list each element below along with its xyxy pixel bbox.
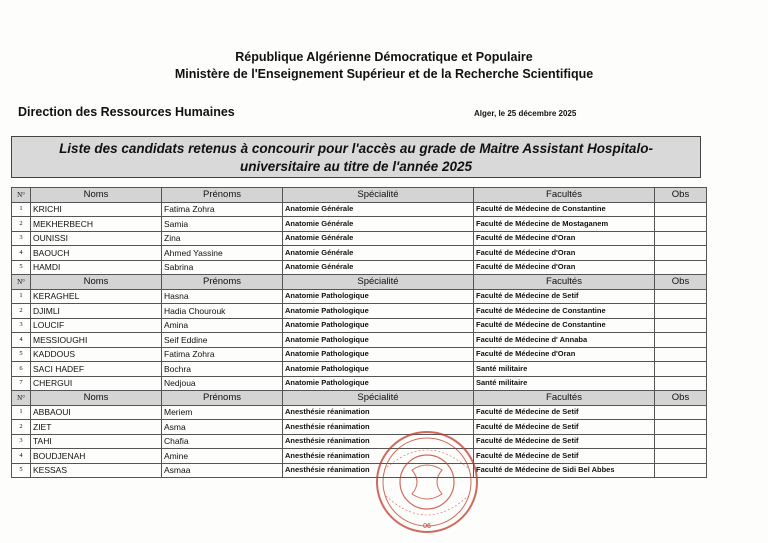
- col-number-cell: 3: [12, 434, 31, 449]
- col-facultes-cell: Faculté de Médecine d'Oran: [474, 246, 655, 261]
- col-prenoms-cell: Fatima Zohra: [162, 202, 283, 217]
- col-specialite-cell: Anesthésie réanimation: [283, 463, 474, 478]
- col-number-cell: 4: [12, 449, 31, 464]
- col-facultes-cell: Faculté de Médecine d'Oran: [474, 347, 655, 362]
- col-noms-cell: ABBAOUI: [31, 405, 162, 420]
- col-obs-cell: [655, 260, 707, 275]
- col-obs-cell: [655, 347, 707, 362]
- col-obs-cell: [655, 376, 707, 391]
- col-facultes-header: Facultés: [474, 391, 655, 406]
- col-number-cell: 3: [12, 231, 31, 246]
- table-row: [12, 405, 707, 420]
- col-noms-header: Noms: [31, 188, 162, 203]
- col-obs-cell: [655, 449, 707, 464]
- col-facultes-cell: Faculté de Médecine de Setif: [474, 449, 655, 464]
- col-specialite-cell: Anatomie Pathologique: [283, 333, 474, 348]
- col-noms-cell: MEKHERBECH: [31, 217, 162, 232]
- col-facultes-cell: Faculté de Médecine de Setif: [474, 289, 655, 304]
- col-facultes-cell: Santé militaire: [474, 362, 655, 377]
- col-prenoms-cell: Sabrina: [162, 260, 283, 275]
- col-specialite-cell: Anatomie Générale: [283, 260, 474, 275]
- col-number-cell: 1: [12, 289, 31, 304]
- table-header-row: [12, 188, 707, 203]
- candidates-table: [11, 187, 707, 478]
- col-noms-cell: KERAGHEL: [31, 289, 162, 304]
- col-prenoms-cell: Bochra: [162, 362, 283, 377]
- col-prenoms-cell: Seif Eddine: [162, 333, 283, 348]
- col-number-cell: 4: [12, 246, 31, 261]
- col-obs-cell: [655, 434, 707, 449]
- col-obs-cell: [655, 420, 707, 435]
- col-noms-cell: OUNISSI: [31, 231, 162, 246]
- table-header-row: [12, 275, 707, 290]
- col-number-cell: 2: [12, 420, 31, 435]
- col-number-header: N°: [12, 188, 31, 203]
- col-number-cell: 2: [12, 217, 31, 232]
- col-facultes-cell: Faculté de Médecine de Constantine: [474, 318, 655, 333]
- col-noms-cell: MESSIOUGHI: [31, 333, 162, 348]
- col-specialite-cell: Anatomie Pathologique: [283, 376, 474, 391]
- col-obs-cell: [655, 463, 707, 478]
- col-specialite-cell: Anatomie Générale: [283, 231, 474, 246]
- col-prenoms-cell: Hadia Chourouk: [162, 304, 283, 319]
- col-facultes-cell: Faculté de Médecine d'Oran: [474, 231, 655, 246]
- table-row: [12, 463, 707, 478]
- header-ministry: Ministère de l'Enseignement Supérieur et de la Recherche Scientifique: [174, 67, 594, 81]
- official-stamp: [372, 430, 482, 538]
- col-obs-cell: [655, 246, 707, 261]
- col-specialite-cell: Anatomie Pathologique: [283, 362, 474, 377]
- col-noms-cell: TAHI: [31, 434, 162, 449]
- col-obs-cell: [655, 304, 707, 319]
- col-prenoms-cell: Ahmed Yassine: [162, 246, 283, 261]
- col-number-cell: 1: [12, 405, 31, 420]
- table-row: [12, 246, 707, 261]
- stamp-code: 06: [423, 523, 431, 530]
- col-number-cell: 7: [12, 376, 31, 391]
- col-facultes-cell: Faculté de Médecine de Setif: [474, 405, 655, 420]
- table-row: [12, 217, 707, 232]
- table-row: [12, 449, 707, 464]
- col-number-cell: 3: [12, 318, 31, 333]
- col-facultes-cell: Faculté de Médecine de Sidi Bel Abbes: [474, 463, 655, 478]
- col-number-header: N°: [12, 391, 31, 406]
- col-facultes-cell: Santé militaire: [474, 376, 655, 391]
- col-prenoms-header: Prénoms: [162, 188, 283, 203]
- col-noms-cell: KRICHI: [31, 202, 162, 217]
- col-noms-cell: CHERGUI: [31, 376, 162, 391]
- col-obs-header: Obs: [655, 275, 707, 290]
- col-facultes-cell: Faculté de Médecine d' Annaba: [474, 333, 655, 348]
- col-number-cell: 2: [12, 304, 31, 319]
- table-row: [12, 231, 707, 246]
- col-specialite-cell: Anatomie Générale: [283, 246, 474, 261]
- col-facultes-cell: Faculté de Médecine de Setif: [474, 420, 655, 435]
- col-prenoms-cell: Zina: [162, 231, 283, 246]
- col-specialite-cell: Anatomie Générale: [283, 217, 474, 232]
- col-obs-cell: [655, 289, 707, 304]
- col-facultes-header: Facultés: [474, 275, 655, 290]
- col-number-cell: 5: [12, 260, 31, 275]
- col-prenoms-cell: Amine: [162, 449, 283, 464]
- col-number-cell: 6: [12, 362, 31, 377]
- document-title: [11, 136, 701, 178]
- col-noms-cell: KESSAS: [31, 463, 162, 478]
- col-facultes-cell: Faculté de Médecine de Constantine: [474, 202, 655, 217]
- table-row: [12, 362, 707, 377]
- col-facultes-cell: Faculté de Médecine de Mostaganem: [474, 217, 655, 232]
- col-specialite-header: Spécialité: [283, 188, 474, 203]
- col-noms-cell: BAOUCH: [31, 246, 162, 261]
- table-header-row: [12, 391, 707, 406]
- col-prenoms-cell: Amina: [162, 318, 283, 333]
- col-specialite-cell: Anatomie Générale: [283, 202, 474, 217]
- col-number-cell: 5: [12, 463, 31, 478]
- col-obs-cell: [655, 362, 707, 377]
- table-row: [12, 260, 707, 275]
- col-specialite-header: Spécialité: [283, 391, 474, 406]
- table-row: [12, 289, 707, 304]
- col-obs-cell: [655, 333, 707, 348]
- table-row: [12, 376, 707, 391]
- col-specialite-cell: Anesthésie réanimation: [283, 449, 474, 464]
- table-row: [12, 333, 707, 348]
- title-line-1: Liste des candidats retenus à concourir pour l'accès au grade de Maitre Assistant Hospitalo-: [59, 141, 653, 156]
- col-noms-header: Noms: [31, 391, 162, 406]
- col-noms-cell: HAMDI: [31, 260, 162, 275]
- title-line-2: universitaire au titre de l'année 2025: [239, 159, 473, 174]
- col-noms-cell: ZIET: [31, 420, 162, 435]
- col-prenoms-header: Prénoms: [162, 391, 283, 406]
- col-specialite-header: Spécialité: [283, 275, 474, 290]
- col-specialite-cell: Anatomie Pathologique: [283, 347, 474, 362]
- table-row: [12, 420, 707, 435]
- col-obs-cell: [655, 405, 707, 420]
- col-prenoms-cell: Asma: [162, 420, 283, 435]
- col-obs-cell: [655, 231, 707, 246]
- table-row: [12, 347, 707, 362]
- col-prenoms-cell: Meriem: [162, 405, 283, 420]
- col-obs-header: Obs: [655, 391, 707, 406]
- col-prenoms-cell: Nedjoua: [162, 376, 283, 391]
- col-prenoms-cell: Chafia: [162, 434, 283, 449]
- col-prenoms-cell: Fatima Zohra: [162, 347, 283, 362]
- col-prenoms-cell: Samia: [162, 217, 283, 232]
- table-row: [12, 202, 707, 217]
- col-specialite-cell: Anatomie Pathologique: [283, 318, 474, 333]
- col-specialite-cell: Anesthésie réanimation: [283, 420, 474, 435]
- col-noms-header: Noms: [31, 275, 162, 290]
- col-prenoms-cell: Hasna: [162, 289, 283, 304]
- col-noms-cell: DJIMLI: [31, 304, 162, 319]
- table-row: [12, 318, 707, 333]
- col-facultes-cell: Faculté de Médecine de Setif: [474, 434, 655, 449]
- col-specialite-cell: Anatomie Pathologique: [283, 289, 474, 304]
- col-obs-header: Obs: [655, 188, 707, 203]
- col-number-header: N°: [12, 275, 31, 290]
- col-facultes-header: Facultés: [474, 188, 655, 203]
- col-noms-cell: KADDOUS: [31, 347, 162, 362]
- table-row: [12, 304, 707, 319]
- col-obs-cell: [655, 202, 707, 217]
- header-republic: République Algérienne Démocratique et Populaire: [235, 50, 533, 64]
- col-specialite-cell: Anesthésie réanimation: [283, 434, 474, 449]
- col-number-cell: 1: [12, 202, 31, 217]
- col-prenoms-header: Prénoms: [162, 275, 283, 290]
- col-number-cell: 4: [12, 333, 31, 348]
- col-noms-cell: LOUCIF: [31, 318, 162, 333]
- col-obs-cell: [655, 318, 707, 333]
- col-facultes-cell: Faculté de Médecine d'Oran: [474, 260, 655, 275]
- col-number-cell: 5: [12, 347, 31, 362]
- col-specialite-cell: Anesthésie réanimation: [283, 405, 474, 420]
- col-noms-cell: BOUDJENAH: [31, 449, 162, 464]
- col-obs-cell: [655, 217, 707, 232]
- col-specialite-cell: Anatomie Pathologique: [283, 304, 474, 319]
- table-row: [12, 434, 707, 449]
- col-noms-cell: SACI HADEF: [31, 362, 162, 377]
- direction-label: Direction des Ressources Humaines: [18, 105, 235, 119]
- document-date: Alger, le 25 décembre 2025: [474, 109, 577, 118]
- col-facultes-cell: Faculté de Médecine de Constantine: [474, 304, 655, 319]
- col-prenoms-cell: Asmaa: [162, 463, 283, 478]
